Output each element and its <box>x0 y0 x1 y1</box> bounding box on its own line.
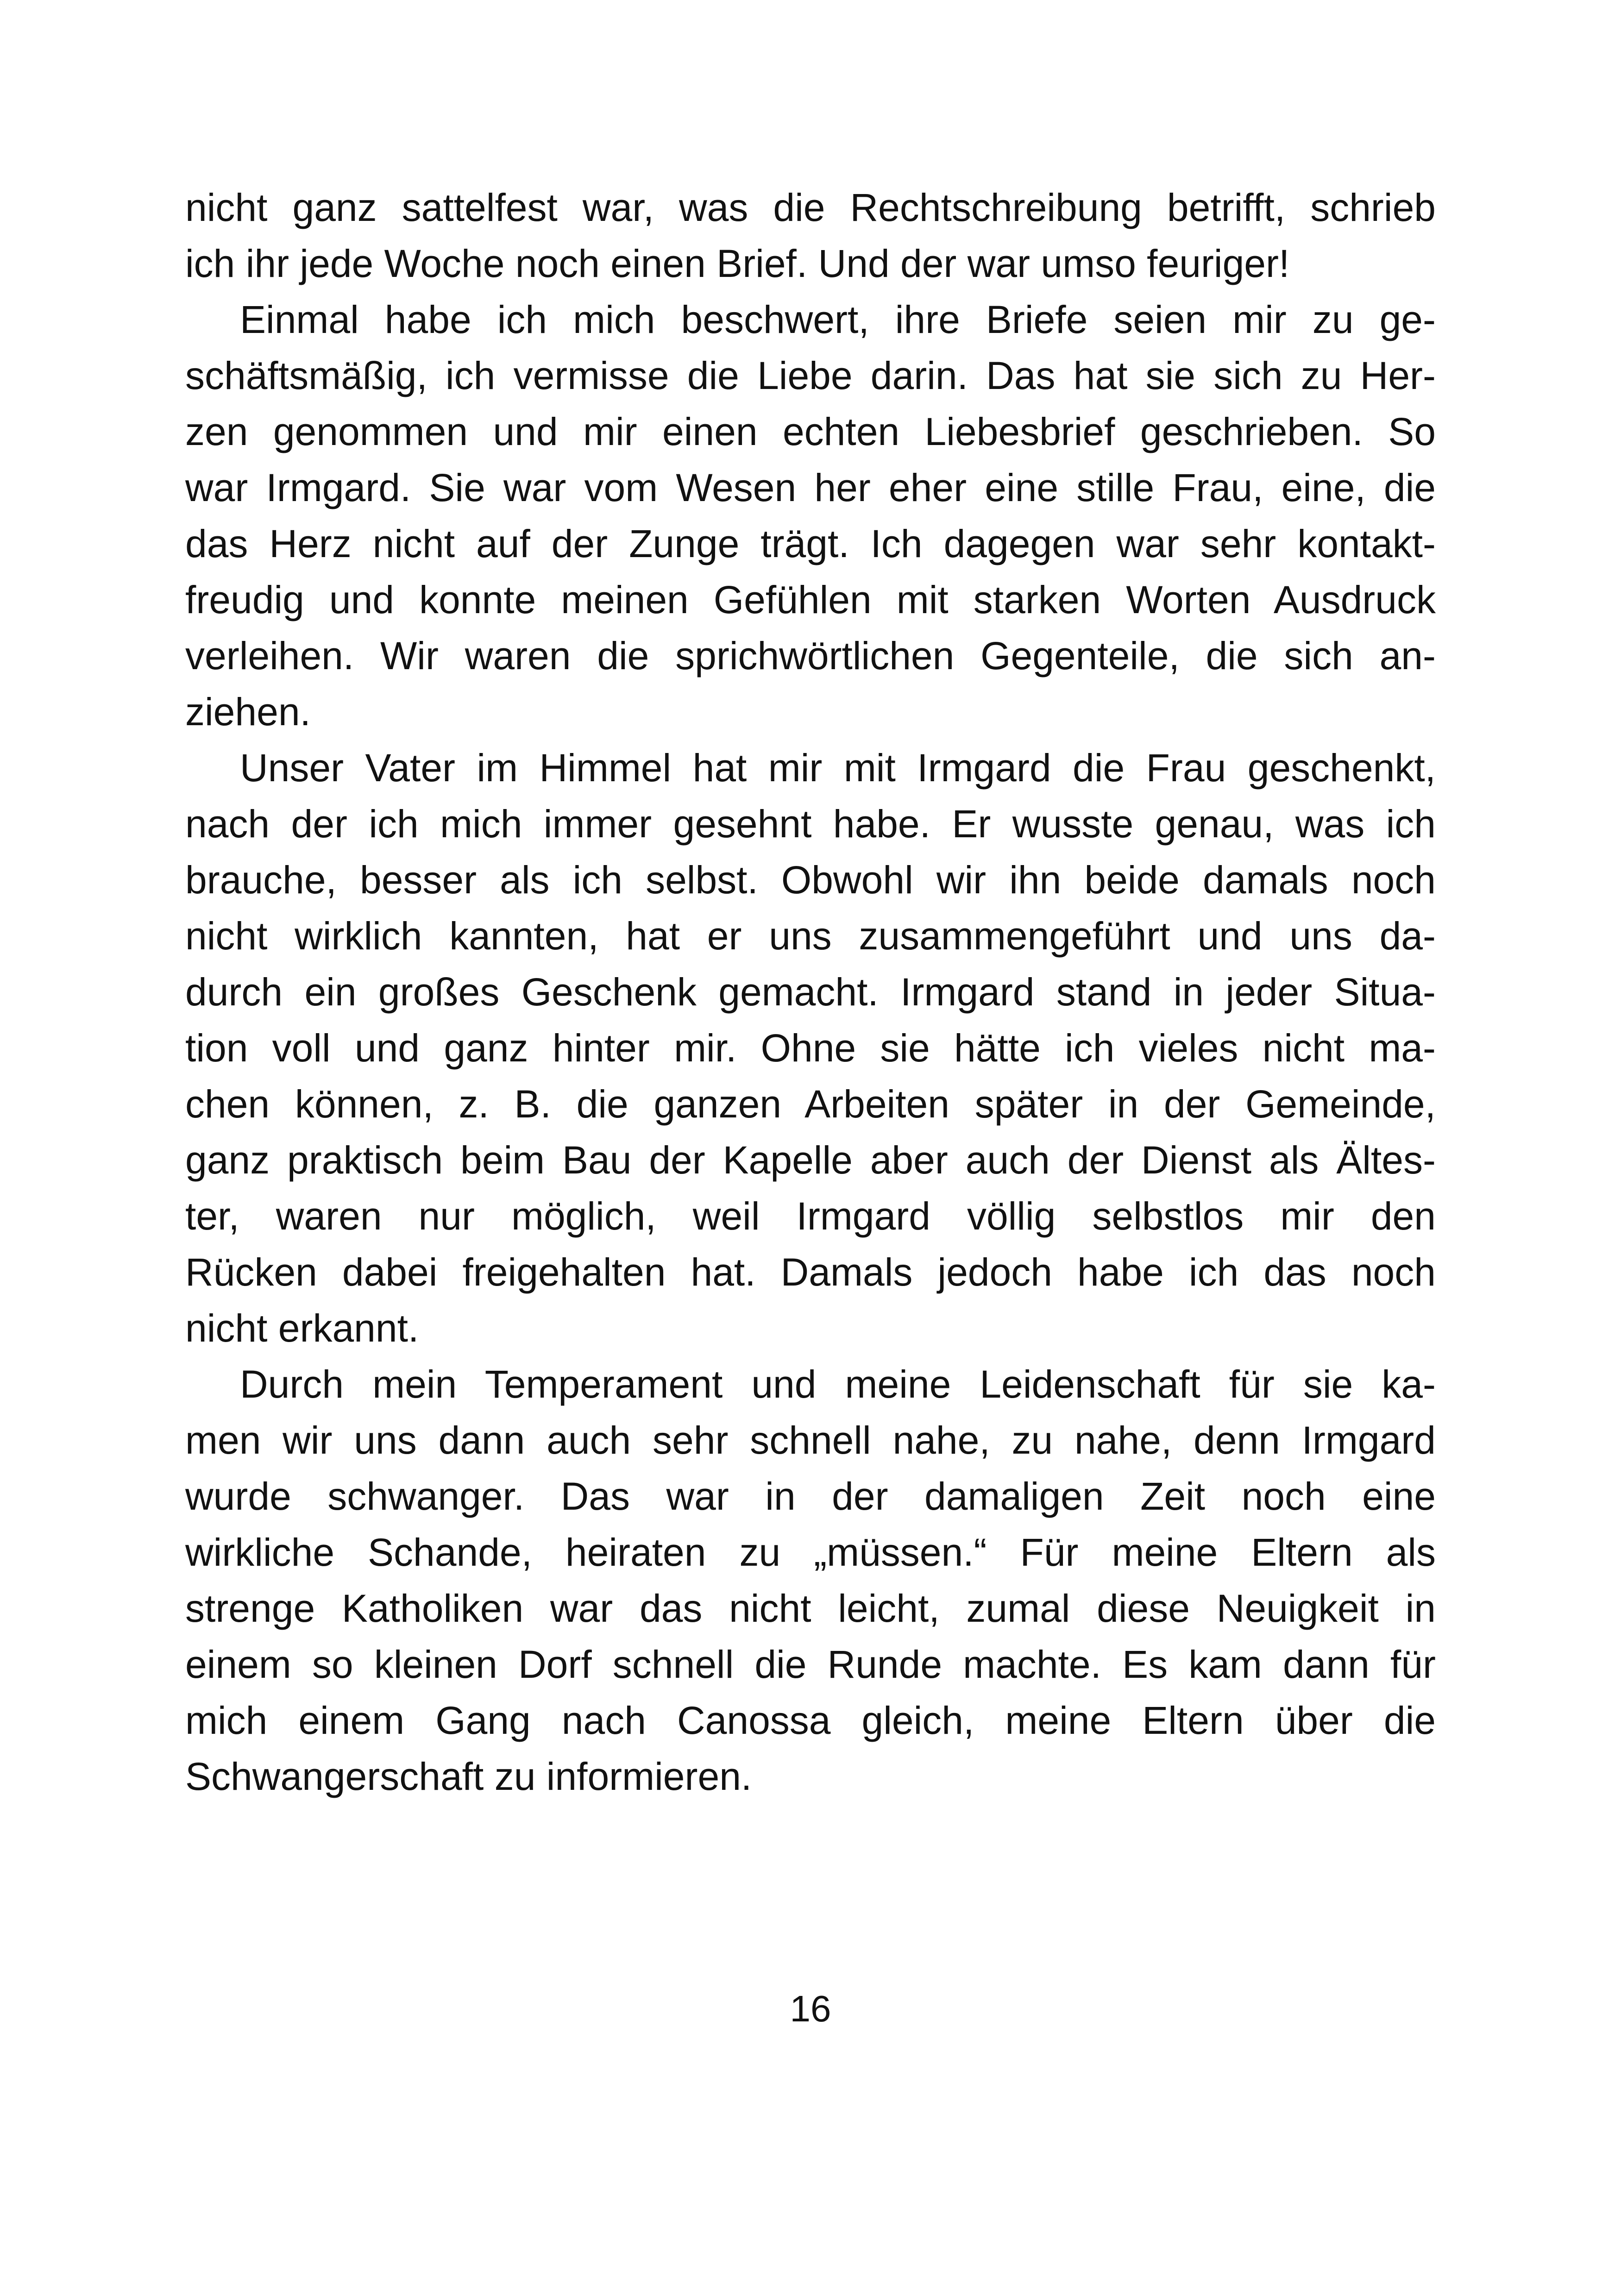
text-line: ganz praktisch beim Bau der Kapelle aber auch der Dienst als Ältes- <box>185 1138 1436 1182</box>
text-line: ich ihr jede Woche noch einen Brief. Und der war umso feuriger! <box>185 242 1290 285</box>
paragraph <box>185 740 1436 1356</box>
text-line: chen können, z. B. die ganzen Arbeiten später in der Gemeinde, <box>185 1082 1436 1126</box>
text-line: brauche, besser als ich selbst. Obwohl wir ihn beide damals noch <box>185 858 1436 902</box>
text-line: tion voll und ganz hinter mir. Ohne sie hätte ich vieles nicht ma- <box>185 1026 1436 1070</box>
text-line: schäftsmäßig, ich vermisse die Liebe darin. Das hat sie sich zu Her- <box>185 354 1436 397</box>
text-line: durch ein großes Geschenk gemacht. Irmgard stand in jeder Situa- <box>185 970 1436 1014</box>
text-line: nicht erkannt. <box>185 1306 419 1350</box>
text-line: Durch mein Temperament und meine Leidenschaft für sie ka- <box>240 1362 1436 1406</box>
paragraph <box>185 180 1436 292</box>
text-line: einem so kleinen Dorf schnell die Runde machte. Es kam dann für <box>185 1643 1436 1686</box>
text-line: ter, waren nur möglich, weil Irmgard völlig selbstlos mir den <box>185 1194 1436 1238</box>
text-line: ziehen. <box>185 690 311 734</box>
text-line: Unser Vater im Himmel hat mir mit Irmgard die Frau geschenkt, <box>240 746 1436 790</box>
text-line: zen genommen und mir einen echten Liebesbrief geschrieben. So <box>185 410 1436 453</box>
text-line: wirkliche Schande, heiraten zu „müssen.“ Für meine Eltern als <box>185 1531 1436 1574</box>
text-line: wurde schwanger. Das war in der damaligen Zeit noch eine <box>185 1474 1436 1518</box>
text-line: nach der ich mich immer gesehnt habe. Er wusste genau, was ich <box>185 802 1436 846</box>
text-line: verleihen. Wir waren die sprichwörtlichen Gegenteile, die sich an- <box>185 634 1436 678</box>
text-line: freudig und konnte meinen Gefühlen mit starken Worten Ausdruck <box>185 578 1436 621</box>
paragraph <box>185 292 1436 740</box>
text-line: mich einem Gang nach Canossa gleich, meine Eltern über die <box>185 1699 1436 1742</box>
text-line: men wir uns dann auch sehr schnell nahe, zu nahe, denn Irmgard <box>185 1418 1436 1462</box>
text-line: Einmal habe ich mich beschwert, ihre Briefe seien mir zu ge- <box>240 298 1436 341</box>
text-line: nicht ganz sattelfest war, was die Rechtschreibung betrifft, schrieb <box>185 186 1436 229</box>
text-line: das Herz nicht auf der Zunge trägt. Ich dagegen war sehr kontakt- <box>185 522 1436 565</box>
text-line: Rücken dabei freigehalten hat. Damals jedoch habe ich das noch <box>185 1250 1436 1294</box>
page-number: 16 <box>790 1988 831 2029</box>
text-line: nicht wirklich kannten, hat er uns zusammengeführt und uns da- <box>185 914 1436 958</box>
paragraph <box>185 1356 1436 1805</box>
text-line: Schwangerschaft zu informieren. <box>185 1755 752 1798</box>
text-line: strenge Katholiken war das nicht leicht, zumal diese Neuigkeit in <box>185 1587 1436 1630</box>
text-line: war Irmgard. Sie war vom Wesen her eher eine stille Frau, eine, die <box>185 466 1436 509</box>
body-text <box>185 180 1436 1805</box>
